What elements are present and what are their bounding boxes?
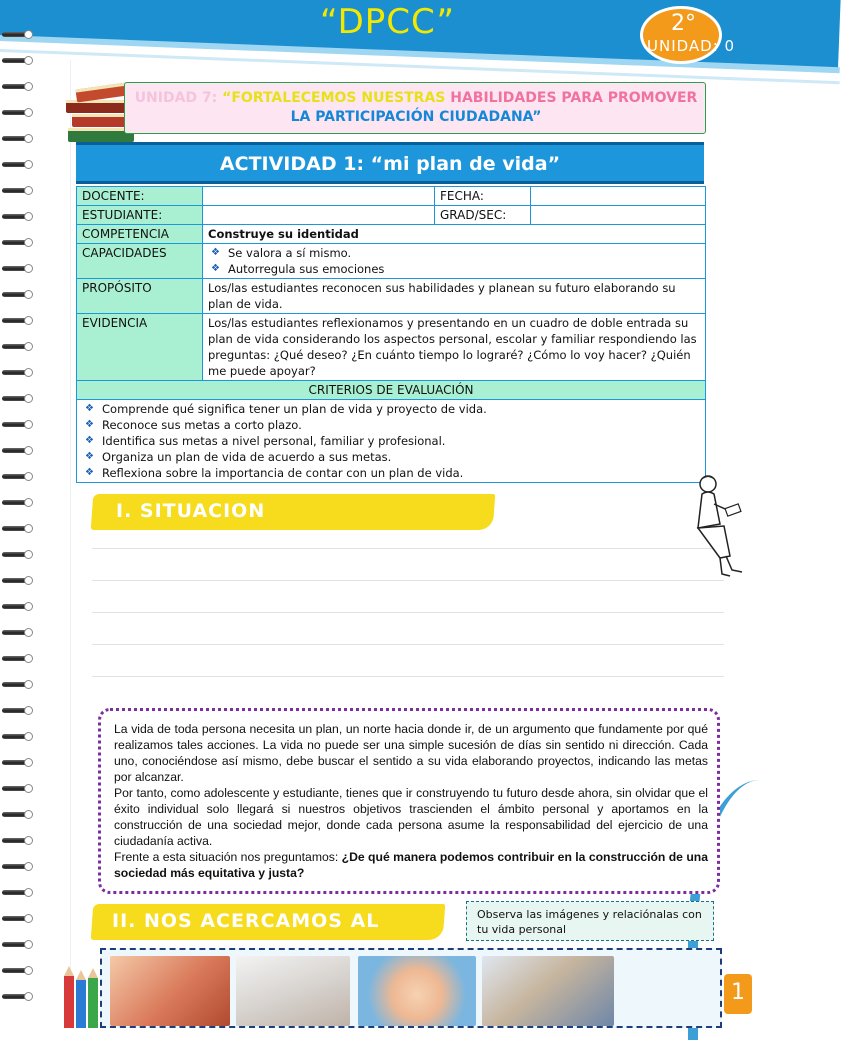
spiral-ring: [0, 238, 34, 247]
fetus-photo: [110, 956, 230, 1026]
spiral-ring: [0, 160, 34, 169]
list-item: ❖ Organiza un plan de vida de acuerdo a sus metas.: [82, 449, 700, 465]
spiral-ring: [0, 264, 34, 273]
spiral-ring: [0, 914, 34, 923]
unit-title: [125, 89, 707, 127]
situation-question: [114, 849, 708, 881]
competencia-label: COMPETENCIA: [77, 225, 203, 244]
evidencia-label: EVIDENCIA: [77, 314, 203, 381]
spiral-ring: [0, 940, 34, 949]
grade-badge: [640, 6, 736, 64]
table-row: [77, 225, 706, 244]
ruled-line: [92, 644, 724, 645]
fecha-label: FECHA:: [435, 187, 531, 206]
spiral-ring: [0, 966, 34, 975]
spiral-ring: [0, 446, 34, 455]
spiral-ring: [0, 758, 34, 767]
unit-number: UNIDAD 7:: [134, 90, 223, 106]
table-row: [77, 381, 706, 400]
spiral-ring: [0, 888, 34, 897]
page-title: “DPCC”: [320, 2, 455, 42]
grade-number: 2°: [671, 11, 696, 36]
competencia-value: Construye su identidad: [203, 225, 706, 244]
table-row: [77, 314, 706, 381]
criterios-list: [82, 401, 700, 481]
situation-box: [98, 708, 720, 894]
criterios-cell: [77, 400, 706, 483]
list-item: ❖ Reflexiona sobre la importancia de contar con un plan de vida.: [82, 465, 700, 481]
ruled-line: [92, 676, 724, 677]
table-row: [77, 400, 706, 483]
capacidades-list: [208, 245, 700, 277]
spiral-ring: [0, 680, 34, 689]
unit-label: UNIDAD: 0: [647, 37, 736, 55]
activity-info-table: [76, 186, 706, 483]
spiral-ring: [0, 290, 34, 299]
evidencia-value: Los/las estudiantes reflexionamos y presentando en un cuadro de doble entrada su plan de vida considerando los aspectos personal, escolar y familiar respondiendo las preguntas: ¿Qué deseo? ¿En cuánto tiempo lo lograré? ¿Cómo lo voy hacer? ¿Quién me puede apoyar?: [203, 314, 706, 381]
capacidades-cell: [203, 244, 706, 279]
spiral-ring: [0, 394, 34, 403]
spiral-ring: [0, 472, 34, 481]
gradsec-label: GRAD/SEC:: [435, 206, 531, 225]
situation-text: [114, 721, 708, 881]
estudiante-field[interactable]: [203, 206, 435, 225]
activity-title: ACTIVIDAD 1: “mi plan de vida”: [219, 153, 561, 175]
spiral-ring: [0, 420, 34, 429]
spiral-ring: [0, 316, 34, 325]
spiral-ring: [0, 56, 34, 65]
spiral-ring: [0, 602, 34, 611]
question-intro: Frente a esta situación nos preguntamos:: [114, 850, 342, 864]
spiral-ring: [0, 810, 34, 819]
unit-banner: [124, 82, 706, 134]
ruled-line: [92, 612, 724, 613]
list-item: ❖ Comprende qué significa tener un plan de vida y proyecto de vida.: [82, 401, 700, 417]
spiral-ring: [0, 706, 34, 715]
instruction-box: [466, 901, 714, 941]
baby-photo: [358, 956, 476, 1026]
table-row: [77, 206, 706, 225]
spiral-ring: [0, 654, 34, 663]
gradsec-field[interactable]: [531, 206, 706, 225]
spiral-ring: [0, 108, 34, 117]
spiral-ring: [0, 628, 34, 637]
spiral-ring: [0, 498, 34, 507]
reading-girl-icon: [680, 470, 750, 580]
criterios-header: CRITERIOS DE EVALUACIÓN: [77, 381, 706, 400]
list-item: ❖ Se valora a sí mismo.: [208, 245, 700, 261]
spiral-ring: [0, 212, 34, 221]
section-title-acercamos: II. NOS ACERCAMOS AL: [112, 910, 380, 932]
child-photo: [482, 956, 614, 1026]
unit-title-part: LA PARTICIPACIÓN CIUDADANA”: [290, 109, 542, 125]
unit-title-part: HABILIDADES PARA PROMOVER: [450, 90, 698, 106]
spiral-ring: [0, 524, 34, 533]
list-item: ❖ Reconoce sus metas a corto plazo.: [82, 417, 700, 433]
situation-paragraph: La vida de toda persona necesita un plan, un norte hacia donde ir, de un argumento que fundamente por qué realizamos tales acciones. La vida no puede ser una simple sucesión de días sin sentido ni dirección. Cada uno, conociéndose así mismo, debe buscar el sentido a su vida elaborando proyectos, indicando las metas por alcanzar.: [114, 722, 708, 784]
margin-rule: [70, 60, 71, 1020]
table-row: [77, 244, 706, 279]
spiral-ring: [0, 30, 34, 39]
spiral-ring: [0, 784, 34, 793]
table-row: [77, 279, 706, 314]
situation-paragraph: Por tanto, como adolescente y estudiante, tienes que ir construyendo tu futuro desde ahora, sin olvidar que el éxito individual solo llegará si nuestros objetivos trascienden el ámbito personal y aportamos en la construcción de una sociedad mejor, donde cada persona asume la responsabilidad del ejercicio de una ciudadanía activa.: [114, 786, 708, 848]
newborn-photo: [236, 956, 350, 1026]
spiral-ring: [0, 836, 34, 845]
ruled-line: [92, 548, 724, 549]
activity-banner: [76, 142, 704, 184]
capacidades-label: CAPACIDADES: [77, 244, 203, 279]
spiral-ring: [0, 576, 34, 585]
proposito-value: Los/las estudiantes reconocen sus habilidades y planean su futuro elaborando su plan de vida.: [203, 279, 706, 314]
list-item: ❖ Identifica sus metas a nivel personal, familiar y profesional.: [82, 433, 700, 449]
spiral-ring: [0, 82, 34, 91]
docente-field[interactable]: [203, 187, 435, 206]
spiral-ring: [0, 134, 34, 143]
list-item: ❖ Autorregula sus emociones: [208, 261, 700, 277]
estudiante-label: ESTUDIANTE:: [77, 206, 203, 225]
ruled-line: [92, 580, 724, 581]
spiral-ring: [0, 186, 34, 195]
spiral-ring: [0, 368, 34, 377]
spiral-ring: [0, 732, 34, 741]
table-row: [77, 187, 706, 206]
spiral-binding: [0, 30, 34, 1024]
proposito-label: PROPÓSITO: [77, 279, 203, 314]
docente-label: DOCENTE:: [77, 187, 203, 206]
question-text: ¿De qué manera podemos contribuir en la construcción de una sociedad más equitativa y justa?: [114, 850, 709, 880]
pencils-icon: [60, 966, 106, 1028]
unit-title-part: “FORTALECEMOS NUESTRAS: [222, 90, 451, 106]
instruction-text: Observa las imágenes y relaciónalas con tu vida personal: [477, 908, 702, 936]
page-number: 1: [724, 974, 752, 1014]
spiral-ring: [0, 862, 34, 871]
spiral-ring: [0, 550, 34, 559]
spiral-ring: [0, 342, 34, 351]
spiral-ring: [0, 992, 34, 1001]
section-title-situacion: I. SITUACION: [116, 500, 266, 522]
fecha-field[interactable]: [531, 187, 706, 206]
